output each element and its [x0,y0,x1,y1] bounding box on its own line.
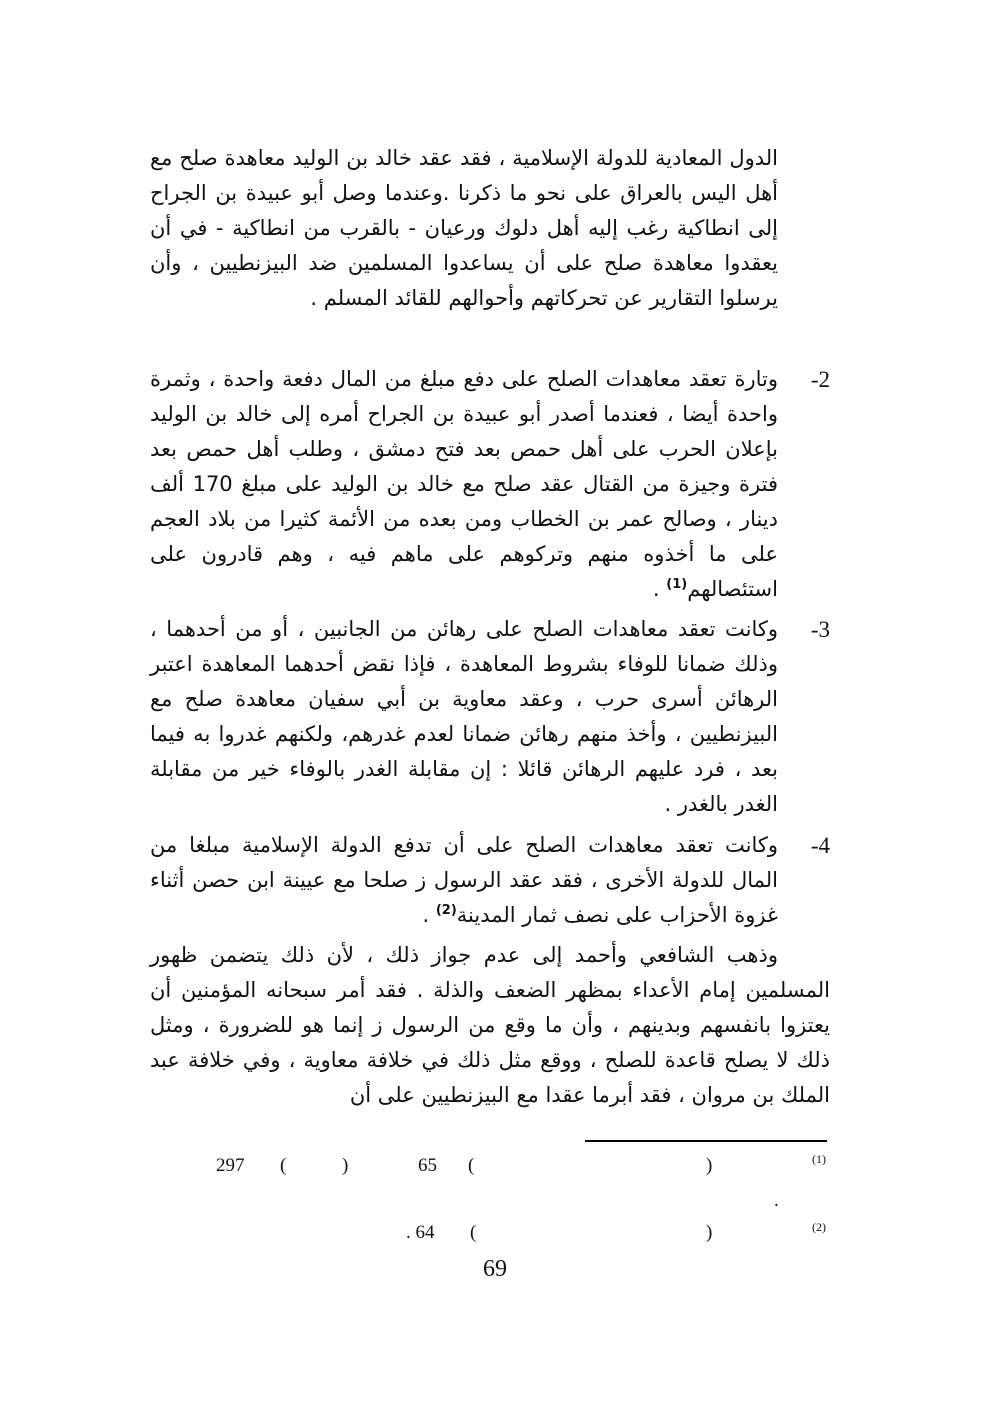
footnote-reference[interactable]: (2) [435,903,457,918]
footnote-1-page: 65 [418,1155,437,1176]
item-text-block [150,828,778,933]
footnote-1-paren: ( [468,1155,475,1176]
item-text: وكانت تعقد معاهدات الصلح على أن تدفع الدولة الإسلامية مبلغا من المال للدولة الأخرى ، فقد عقد الرسول ز صلحا مع عيينة ابن حصن أثناء غزوة الأحزاب على نصف ثمار المدينة [150,833,778,927]
item-text: وكانت تعقد معاهدات الصلح على رهائن من الجانبين ، أو من أحدهما ، وذلك ضمانا للوفاء بشروط المعاهدة ، فإذا نقض أحدهما المعاهدة اعتبر الرهائن أسرى حرب ، وعقد معاوية بن أبي سفيان معاهدة صلح مع البيزنطيين ، وأخذ منهم رهائن ضمانا لعدم غدرهم، ولكنهم غدروا به فيما بعد ، فرد عليهم الرهائن قائلا : إن مقابلة الغدر بالوفاء خير من مقابلة الغدر بالغدر . [150,617,778,816]
footnote-1-paren: ) [706,1155,713,1176]
closing-paragraph: وذهب الشافعي وأحمد إلى عدم جواز ذلك ، لأن ذلك يتضمن ظهور المسلمين إمام الأعداء بمظهر الضعف والذلة . فقد أمر سبحانه المؤمنين أن يعتزوا بانفسهم وبدينهم ، وأن ما وقع من الرسول ز إنما هو للضرورة ، ومثل ذلك لا يصلح قاعدة للصلح ، ووقع مثل ذلك في خلافة معاوية ، وفي خلافة عبد الملك بن مروان ، فقد أبرما عقدا مع البيزنطيين على أن [150,943,830,1107]
list-item [150,362,830,607]
footnote-1-page: 297 [216,1155,245,1176]
footnote-1-paren: ) [342,1155,349,1176]
item-number: -2 [810,367,830,392]
footnote-separator [585,1140,827,1142]
footnote-2-paren: ) [706,1222,713,1243]
footnote-2-marker: (2) [812,1220,826,1234]
footnote-1-dot: . [774,1190,779,1211]
item-text-block [150,362,778,607]
item-text: وتارة تعقد معاهدات الصلح على دفع مبلغ من المال دفعة واحدة ، وثمرة واحدة أيضا ، فعندما أصدر أبو عبيدة بن الجراح أمره إلى خالد بن الوليد بإعلان الحرب على أهل حمص بعد فتح دمشق ، وطلب أهل حمص بعد فترة وجيزة من القتال عقد صلح مع خالد بن الوليد على مبلغ 170 ألف دينار ، وصالح عمر بن الخطاب ومن بعده من الأئمة كثيرا من بلاد العجم على ما أخذوه منهم وتركوهم على ماهم فيه ، وهم قادرون على استئصالهم [150,367,778,601]
footnote-2-page: . 64 [406,1222,435,1243]
item-end: . [422,903,436,927]
list-item [150,612,830,822]
item-number: -3 [810,617,830,642]
footnote-1-paren: ( [280,1155,287,1176]
lead-paragraph: الدول المعادية للدولة الإسلامية ، فقد عقد خالد بن الوليد معاهدة صلح مع أهل اليس بالعراق على نحو ما ذكرنا .وعندما وصل أبو عبيدة بن الجراح إلى انطاكية رغب إليه أهل دلوك ورعيان - بالقرب من انطاكية - في أن يعقدوا معاهدة صلح على أن يساعدوا المسلمين ضد البيزنطيين ، وأن يرسلوا التقارير عن تحركاتهم وأحوالهم للقائد المسلم . [150,146,778,310]
list-item [150,828,830,933]
item-number: -4 [810,833,830,858]
footnote-reference[interactable]: (1) [666,577,688,592]
footnote-1-marker: (1) [812,1152,826,1166]
item-end: . [652,577,667,601]
item-text-block [150,612,778,822]
footnote-2-paren: ( [470,1222,477,1243]
page-number: 69 [483,1256,507,1282]
